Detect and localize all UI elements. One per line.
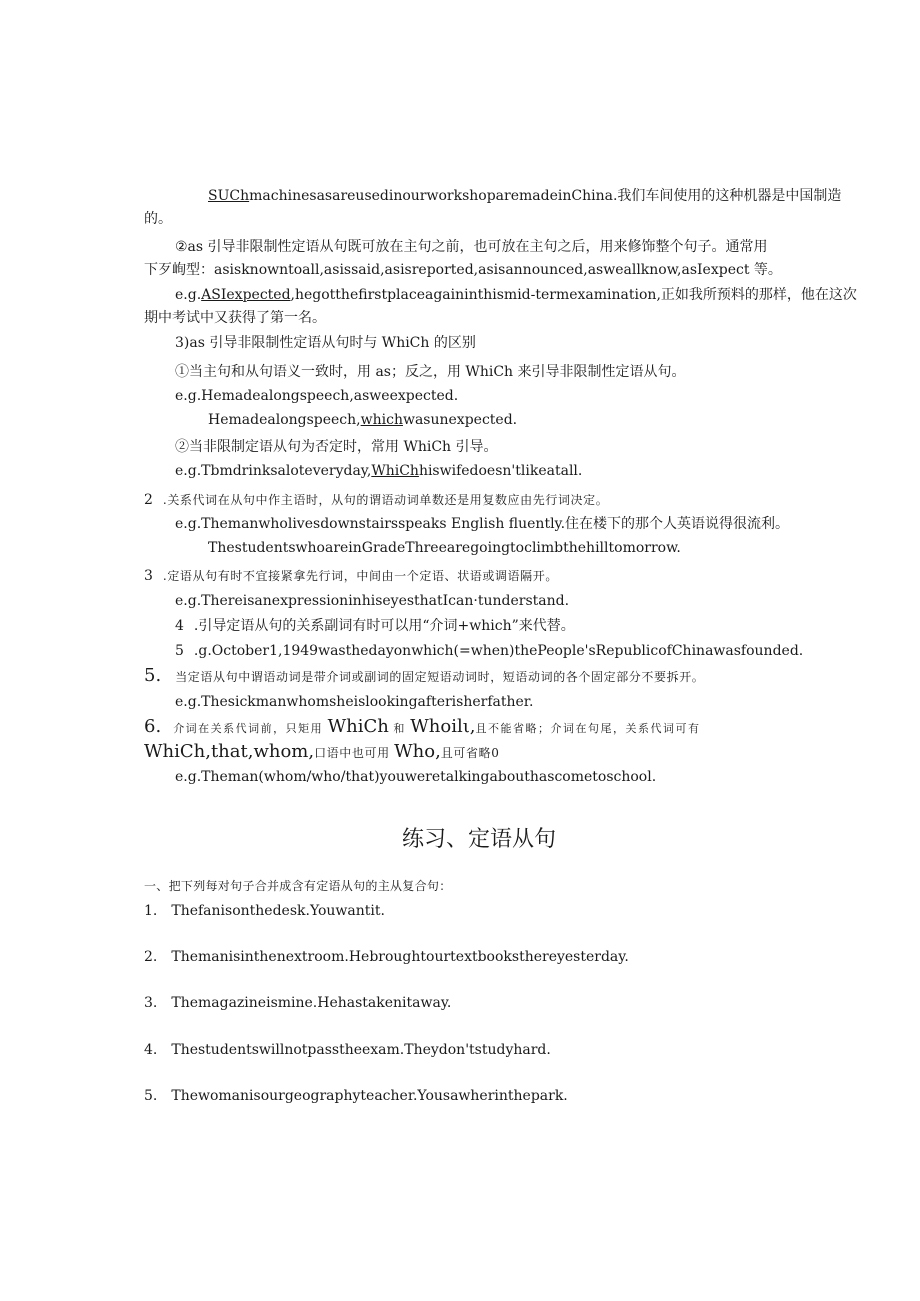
list-item: 4. Thestudentswillnotpasstheexam.Theydon'tstudyhard. bbox=[144, 1042, 551, 1058]
note-line: 期中考试中又获得了第一名。 bbox=[144, 310, 326, 326]
example-line: 5 .g.October1,1949wasthedayonwhich(=when)thePeople'sRepublicofChinawasfounded. bbox=[175, 643, 804, 659]
note-line: ②as 引导非限制性定语从句既可放在主句之前，也可放在主句之后，用来修饰整个句子。通常用 bbox=[175, 239, 768, 255]
example-line: e.g.Thesickmanwhomsheislookingafterisherfather. bbox=[175, 694, 534, 710]
example-line: e.g.ASIexpected,hegotthefirstplaceagaininthismid-termexamination,正如我所预料的那样，他在这次 bbox=[175, 287, 857, 303]
note-line: 的。 bbox=[144, 211, 172, 227]
note-line: ①当主句和从句语义一致时，用 as；反之，用 WhiCh 来引导非限制性定语从句。 bbox=[175, 364, 686, 380]
list-item: 3. Themagazineismine.Hehastakenitaway. bbox=[144, 995, 452, 1011]
example-line: Hemadealongspeech,whichwasunexpected. bbox=[208, 412, 518, 428]
example-line: e.g.Theman(whom/who/that)youweretalkingabouthascometoschool. bbox=[175, 769, 657, 785]
exercise-title: 练习、定语从句 bbox=[402, 827, 557, 852]
exercise-instruction: 一、把下列每对句子合并成含有定语从句的主从复合句： bbox=[144, 879, 452, 893]
section-heading: 3)as 引导非限制性定语从句时与 WhiCh 的区别 bbox=[175, 335, 476, 351]
rule-line: 2 .关系代词在从句中作主语时，从句的谓语动词单数还是用复数应由先行词决定。 bbox=[144, 492, 609, 508]
list-item: 2. Themanisinthenextroom.Hebroughtourtextbooksthereyesterday. bbox=[144, 949, 629, 965]
rule-line: 5. 当定语从句中谓语动词是带介词或副词的固定短语动词时，短语动词的各个固定部分不要拆开。 bbox=[144, 665, 705, 686]
note-line: ②当非限制定语从句为否定时，常用 WhiCh 引导。 bbox=[175, 439, 498, 455]
rule-line: WhiCh,that,whom,口语中也可用 Who,且可省略0 bbox=[144, 741, 500, 762]
list-item: 5. Thewomanisourgeographyteacher.Yousawherinthepark. bbox=[144, 1088, 568, 1104]
note-line: 下歹峋型：asisknowntoall,asissaid,asisreported,asisannounced,asweallknow,asIexpect 等。 bbox=[144, 262, 782, 278]
example-line: e.g.ThereisanexpressioninhiseyesthatIcan·tunderstand. bbox=[175, 593, 570, 609]
note-line: SUChmachinesasareusedinourworkshoparemadeinChina.我们车间使用的这种机器是中国制造 bbox=[208, 188, 842, 204]
example-line: e.g.Themanwholivesdownstairsspeaks English fluently.住在楼下的那个人英语说得很流利。 bbox=[175, 516, 790, 532]
list-item: 1. Thefanisonthedesk.Youwantit. bbox=[144, 903, 385, 919]
rule-line: 6. 介词在关系代词前，只矩用 WhiCh 和 Whoilι,且不能省略；介词在句尾，关系代词可有 bbox=[144, 716, 701, 737]
example-line: e.g.Tbmdrinksaloteveryday,WhiChhiswifedoesn'tlikeatall. bbox=[175, 463, 583, 479]
rule-line: 4 .引导定语从句的关系副词有时可以用“介词+which”来代替。 bbox=[175, 618, 575, 634]
example-line: e.g.Hemadealongspeech,asweexpected. bbox=[175, 388, 459, 404]
example-line: ThestudentswhoareinGradeThreearegoingtoclimbthehilltomorrow. bbox=[208, 540, 681, 556]
rule-line: 3 .定语从句有时不宜接紧拿先行词，中间由一个定语、状语或调语隔开。 bbox=[144, 568, 558, 584]
